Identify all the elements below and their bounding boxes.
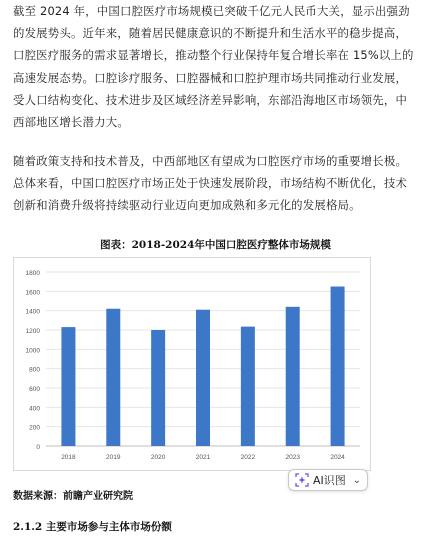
market-size-chart: [13, 257, 371, 471]
y-tick-label: 0: [36, 444, 40, 451]
bar-2019: [106, 309, 120, 446]
x-tick-label: 2021: [195, 454, 211, 461]
paragraph-line: 的发展势头。近年来，随着居民健康意识的不断提升和生活水平的稳步提高，: [13, 26, 408, 41]
chart-svg: [14, 258, 370, 470]
bar-2020: [151, 330, 165, 446]
chevron-down-icon[interactable]: ⌄: [352, 474, 361, 486]
x-tick-label: 2020: [150, 454, 166, 461]
bar-2023: [286, 307, 300, 446]
x-tick-label: 2022: [240, 454, 256, 461]
y-tick-label: 400: [29, 405, 40, 413]
x-tick-label: 2023: [285, 454, 300, 461]
y-tick-label: 1400: [25, 308, 40, 316]
paragraph-line: 随着政策支持和技术普及，中西部地区有望成为口腔医疗市场的重要增长极。: [13, 154, 408, 168]
x-tick-label: 2018: [61, 454, 76, 461]
section-heading: 2.1.2 主要市场参与主体市场份额: [13, 521, 172, 533]
ai-recognize-button[interactable]: [288, 469, 368, 491]
ai-button-label: AI识图: [313, 474, 346, 487]
chart-title: 图表：2018-2024年中国口腔医疗整体市场规模: [100, 239, 331, 251]
paragraph-line: 总体来看，中国口腔医疗市场正处于快速发展阶段，市场结构不断优化，技术: [13, 176, 408, 191]
paragraph-line: 高速发展态势。口腔诊疗服务、口腔器械和口腔护理市场共同推动行业发展，: [13, 70, 408, 85]
bar-2022: [241, 327, 255, 446]
paragraph-line: 口腔医疗服务的需求显著增长，推动整个行业保持年复合增长率在 15%以上的: [13, 48, 414, 63]
intro-paragraph: [13, 0, 421, 133]
y-tick-label: 600: [29, 386, 40, 393]
paragraph-line: 西部地区增长潜力大。: [13, 115, 129, 130]
summary-paragraph: [13, 150, 421, 217]
paragraph-line: 创新和消费升级将持续驱动行业迈向更加成熟和多元化的发展格局。: [13, 198, 361, 213]
bar-2021: [196, 310, 210, 446]
bar-2018: [61, 327, 75, 446]
ai-image-recognition-icon: [295, 473, 309, 487]
data-source: 数据来源：前瞻产业研究院: [13, 491, 133, 502]
y-tick-label: 1200: [25, 328, 40, 335]
bar-2024: [331, 287, 345, 447]
y-tick-label: 200: [29, 424, 40, 432]
x-tick-label: 2024: [330, 454, 345, 461]
x-tick-label: 2019: [106, 454, 121, 461]
paragraph-line: 截至 2024 年，中国口腔医疗市场规模已突破千亿元人民币大关，显示出强劲: [13, 4, 410, 18]
y-tick-label: 800: [29, 366, 40, 374]
y-tick-label: 1000: [25, 347, 40, 355]
y-tick-label: 1800: [25, 270, 40, 277]
paragraph-line: 受人口结构变化、技术进步及区域经济差异影响，东部沿海地区市场领先，中: [13, 92, 408, 107]
y-tick-label: 1600: [25, 289, 40, 297]
